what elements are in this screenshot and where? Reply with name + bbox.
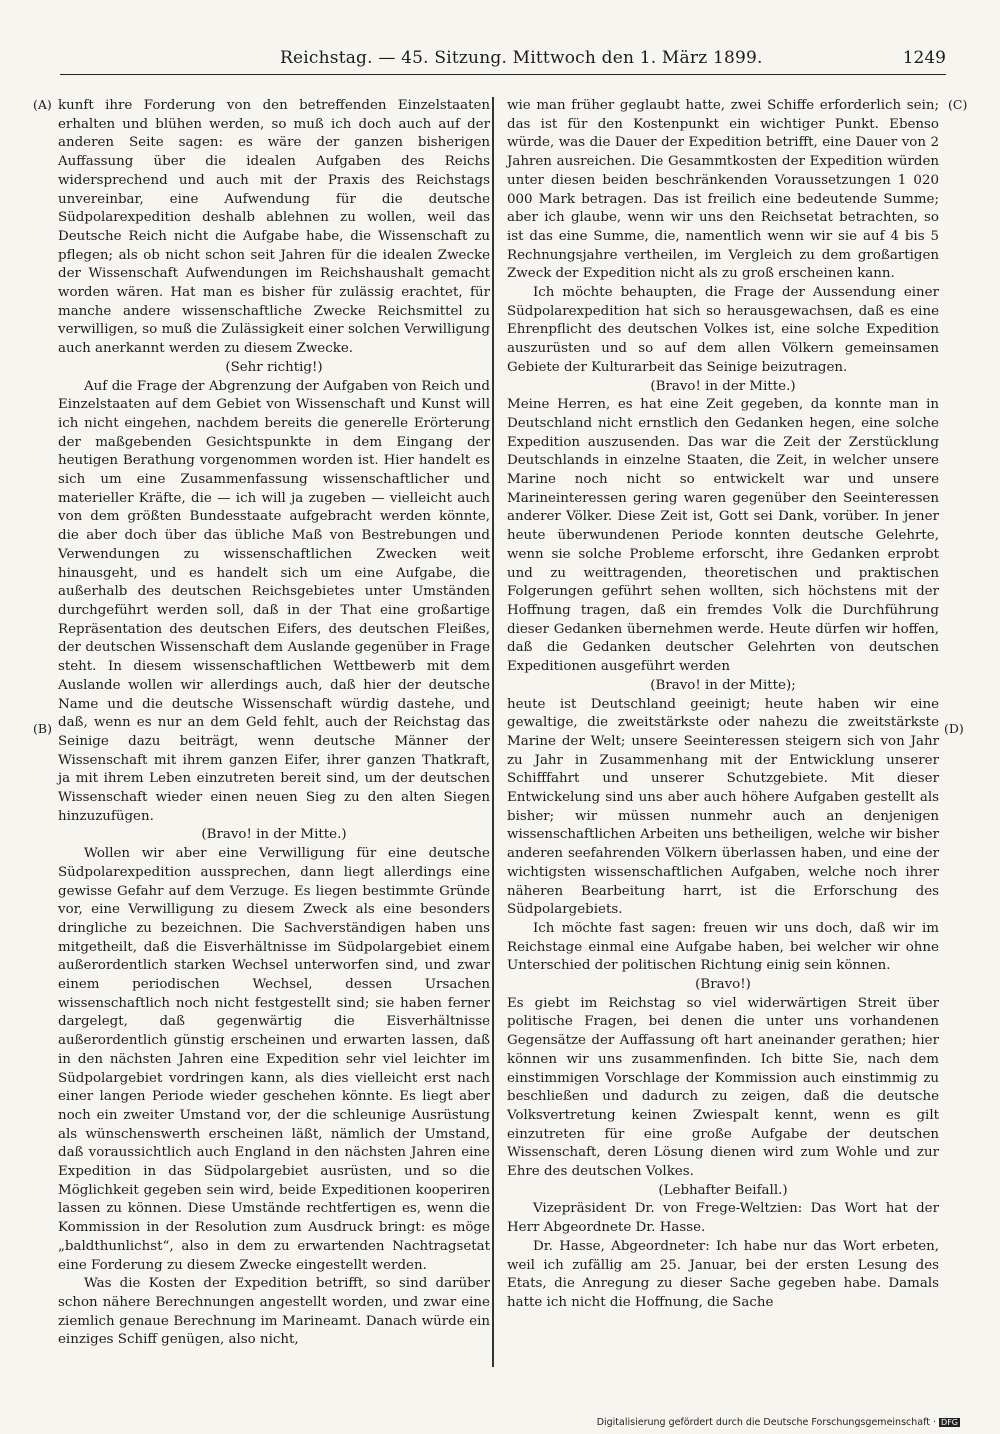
dfg-logo: DFG — [941, 1418, 958, 1427]
credit-text: Digitalisierung gefördert durch die Deutsche Forschungsgemeinschaft · — [596, 1417, 937, 1428]
digitization-credit — [597, 1417, 960, 1428]
paragraph: heute ist Deutschland geeinigt; heute haben wir eine gewaltige, die zweitstärkste oder nahezu die zweitstärkste Marine der Welt; unsere Seeinteressen steigern sich von Jahr zu Jahr in Zusammenhang mit der Entwicklung unserer Schifffahrt und unserer Schutzgebiete. Mit dieser Entwickelung sind uns aber auch höhere Aufgaben gestellt als bisher; wir müssen nunmehr auch an denjenigen wissenschaftlichen Arbeiten uns betheiligen, welche wir bisher anderen seefahrenden Völkern überlassen haben, und eine der wichtigsten wissenschaftlichen Aufgaben, welche noch ihrer näheren Bearbeitung harrt, ist die Erforschung des Südpolargebiets. — [507, 696, 939, 918]
interjection: (Bravo! in der Mitte.) — [201, 827, 347, 843]
margin-marker-d: (D) — [944, 721, 964, 736]
page-number: 1249 — [902, 48, 946, 68]
left-column — [58, 97, 490, 1350]
interjection: (Bravo! in der Mitte); — [650, 677, 796, 693]
speaker-paragraph: Vizepräsident Dr. von Frege-Weltzien: Das Wort hat der Herr Abgeordnete Dr. Hasse. — [507, 1201, 939, 1236]
margin-marker-c: (C) — [948, 97, 968, 112]
paragraph: Was die Kosten der Expedition betrifft, so sind darüber schon nähere Berechnungen angestellt worden, und zwar eine ziemlich genaue Berechnung im Marineamt. Danach würde ein einziges Schiff genügen, also nicht, — [58, 1276, 490, 1348]
paragraph: Auf die Frage der Abgrenzung der Aufgaben von Reich und Einzelstaaten auf dem Gebiet von Wissenschaft und Kunst will ich nicht eingehen, nachdem bereits die generelle Erörterung der maßgebenden Gesichtspunkte in dem Eingang der heutigen Berathung vorgenommen worden ist. Hier handelt es sich um eine Zusammenfassung wissenschaftlicher und materieller Kräfte, die — ich will ja zugeben — vielleicht auch von dem größten Bundesstaate aufgebracht werden könnte, die aber doch über das übliche Maß von Bestrebungen und Verwendungen zu wissenschaftlichen Zwecken weit hinausgeht, und es handelt sich um eine Aufgabe, die außerhalb des deutschen Reichsgebietes unter Umständen durchgeführt werden soll, daß in der That eine großartige Repräsentation des deutschen Eifers, des deutschen Fleißes, der deutschen Wissenschaft dem Auslande gegenüber in Frage steht. In diesem wissenschaftlichen Wettbewerb mit dem Auslande wollen wir allerdings auch, daß hier der deutsche Name und die deutsche Wissenschaft würdig dastehe, und daß, wenn es nur an dem Geld fehlt, auch der Reichstag das Seinige dazu beiträgt, wenn deutsche Männer der Wissenschaft mit ihrem ganzen Eifer, ihrer ganzen Thatkraft, ja mit ihrem Leben einzutreten bereit sind, um der deutschen Wissenschaft wieder einen neuen Sieg zu den alten Siegen hinzuzufügen. — [58, 378, 490, 824]
paragraph: Wollen wir aber eine Verwilligung für eine deutsche Südpolarexpedition aussprechen, dann liegt allerdings eine gewisse Gefahr auf dem Verzuge. Es liegen bestimmte Gründe vor, eine Verwilligung zu diesem Zweck als eine besonders dringliche zu bezeichnen. Die Sachverständigen haben uns mitgetheilt, daß die Eisverhältnisse im Südpolargebiet einem außerordentlich starken Wechsel unterworfen sind, und zwar einem periodischen Wechsel, dessen Ursachen wissenschaftlich noch nicht festgestellt sind; sie haben ferner dargelegt, daß gegenwärtig die Eisverhältnisse außerordentlich günstig erscheinen und erwarten lassen, daß in den nächsten Jahren eine Expedition sehr viel leichter im Südpolargebiet vordringen kann, als dies vielleicht erst nach einer langen Periode wieder geschehen könnte. Es liegt aber noch ein zweiter Umstand vor, der die schleunige Ausrüstung als wünschenswerth erscheinen läßt, nämlich der Umstand, daß voraussichtlich auch England in den nächsten Jahren eine Expedition in das Südpolargebiet ausrüsten, und so die Möglichkeit gegeben sein wird, beide Expeditionen kooperiren lassen zu können. Diese Umstände rechtfertigen es, wenn die Kommission in der Resolution zum Ausdruck bringt: es möge „baldthunlichst“, also in dem zu erwartenden Nachtragsetat eine Forderung zu diesem Zwecke eingestellt werden. — [58, 846, 490, 1273]
paragraph: kunft ihre Forderung von den betreffenden Einzelstaaten erhalten und blühen werden, so muß ich doch auch auf der anderen Seite sagen: es wäre der ganzen bisherigen Auffassung über die idealen Aufgaben des Reichs widersprechend und auch mit der Praxis des Reichstags unvereinbar, eine Aufwendung für die deutsche Südpolarexpedition deshalb ablehnen zu wollen, weil das Deutsche Reich nicht die Aufgabe habe, die Wissenschaft zu pflegen; als ob nicht schon seit Jahren für die idealen Zwecke der Wissenschaft Aufwendungen im Reichshaushalt gemacht worden wären. Hat man es bisher für zulässig erachtet, für manche andere wissenschaftliche Zwecke Reichsmittel zu verwilligen, so muß die Zulässigkeit einer solchen Verwilligung auch anerkannt werden zu diesem Zwecke. — [58, 98, 490, 357]
interjection: (Sehr richtig!) — [225, 359, 323, 375]
running-title: Reichstag. — 45. Sitzung. Mittwoch den 1. März 1899. — [280, 48, 763, 68]
interjection: (Bravo! in der Mitte.) — [650, 378, 796, 394]
interjection: (Lebhafter Beifall.) — [658, 1182, 788, 1198]
paragraph: Es giebt im Reichstag so viel widerwärtigen Streit über politische Fragen, bei denen die unter uns vorhandenen Gegensätze der Auffassung oft hart aneinander gerathen; hier können wir uns zusammenfinden. Ich bitte Sie, nach dem einstimmigen Vorschlage der Kommission auch einstimmig zu beschließen und dadurch zu zeigen, daß die deutsche Volksvertretung keinen Zwiespalt kennt, wenn es gilt einzutreten für eine große Aufgabe der deutschen Wissenschaft, deren Lösung dienen wird zum Wohle und zur Ehre des deutschen Volkes. — [507, 995, 939, 1180]
paragraph: Ich möchte behaupten, die Frage der Aussendung einer Südpolarexpedition hat sich so herausgewachsen, daß es eine Ehrenpflicht des deutschen Volkes ist, eine solche Expedition auszurüsten und so auf dem allen Völkern gemeinsamen Gebiete der Kulturarbeit das Seinige beizutragen. — [507, 285, 939, 375]
interjection: (Bravo!) — [695, 977, 751, 993]
paragraph: Ich möchte fast sagen: freuen wir uns doch, daß wir im Reichstage einmal eine Aufgabe haben, bei welcher wir ohne Unterschied der politischen Richtung einig sein können. — [507, 920, 939, 974]
margin-marker-b: (B) — [33, 721, 52, 736]
right-column — [507, 97, 939, 1313]
margin-marker-a: (A) — [33, 97, 52, 112]
paragraph: Meine Herren, es hat eine Zeit gegeben, da konnte man in Deutschland nicht ernstlich den Gedanken hegen, eine solche Expedition auszusenden. Das war die Zeit der Zerstücklung Deutschlands in einzelne Staaten, die Zeit, in welcher unsere Marine noch nicht so entwickelt war und unsere Marineinteressen gering waren gegenüber den Seeinteressen anderer Völker. Diese Zeit ist, Gott sei Dank, vorüber. In jener heute überwundenen Periode konnten deutsche Gelehrte, wenn sie solche Probleme erforscht, ihre Gedanken erprobt und zu weittragenden, theoretischen und praktischen Folgerungen geführt sehen wollten, sich höchstens mit der Hoffnung tragen, daß ein fremdes Volk die Durchführung dieser Gedanken übernehmen werde. Heute dürfen wir hoffen, daß die Gedanken deutscher Gelehrten von deutschen Expeditionen ausgeführt werden — [507, 397, 939, 675]
speaker-paragraph: Dr. Hasse, Abgeordneter: Ich habe nur das Wort erbeten, weil ich zufällig am 25. Januar, bei der ersten Lesung des Etats, die Anregung zu dieser Sache gegeben habe. Damals hatte ich nicht die Hoffnung, die Sache — [507, 1238, 939, 1310]
running-header — [60, 48, 946, 75]
column-divider — [492, 97, 494, 1367]
paragraph: wie man früher geglaubt hatte, zwei Schiffe erforderlich sein; das ist für den Kostenpunkt ein wichtiger Punkt. Ebenso würde, was die Dauer der Expedition betrifft, eine Dauer von 2 Jahren ausreichen. Die Gesammtkosten der Expedition würden unter diesen beiden beschränkenden Voraussetzungen 1 020 000 Mark betragen. Das ist freilich eine bedeutende Summe; aber ich glaube, wenn wir uns den Reichsetat betrachten, so ist das eine Summe, die, namentlich wenn wir sie auf 4 bis 5 Rechnungsjahre vertheilen, im Vergleich zu dem großartigen Zweck der Expedition nicht als zu groß erscheinen kann. — [507, 98, 939, 282]
